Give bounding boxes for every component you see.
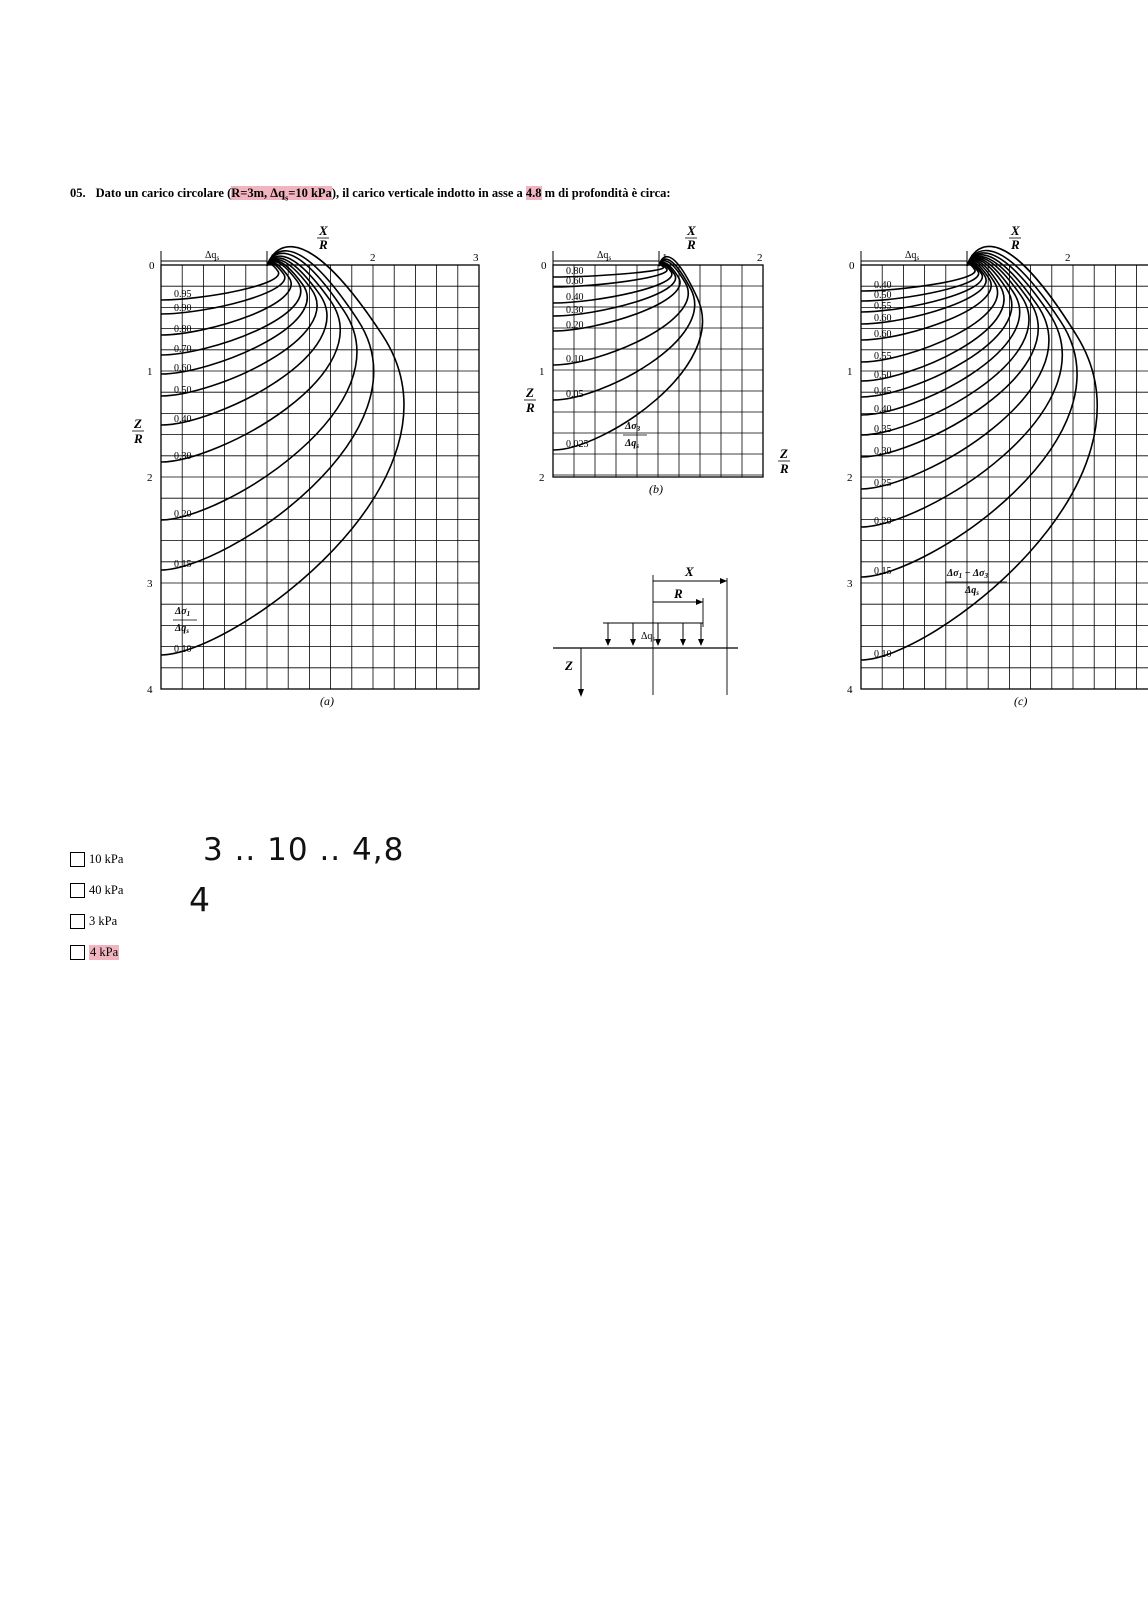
checkbox-icon[interactable] <box>70 852 85 867</box>
question-text-part3: m di profondità è circa: <box>541 186 671 200</box>
contour-label-b-7: 0.025 <box>566 439 589 450</box>
y-tick-a-3: 3 <box>147 578 153 590</box>
loading-sketch <box>553 564 738 697</box>
svg-text:Δσ1: $\Delta\sigma_1$ <box>175 606 191 618</box>
contour-label-c-4: 0.60 <box>874 329 892 340</box>
x-axis-label-b-den: R <box>687 237 696 252</box>
handwritten-answer: 4 <box>189 880 210 919</box>
caption-a: (a) <box>320 694 334 708</box>
y-tick-a-2: 2 <box>147 472 153 484</box>
y-tick-b-1: 1 <box>539 366 545 378</box>
y-axis-label-a-num: Z <box>134 416 142 431</box>
caption-c: (c) <box>1014 694 1028 708</box>
sketch-x-label: X <box>685 564 694 579</box>
option-label: 4 kPa <box>90 945 119 959</box>
ratio-label-b <box>623 421 647 450</box>
checkbox-icon[interactable] <box>70 945 85 960</box>
load-arrowhead-4 <box>698 639 704 646</box>
svg-text:Δqs: $\Delta q_s$ <box>965 585 980 597</box>
x-tick-c-1: 1 <box>970 252 976 264</box>
svg-text:Δσ1 − Δσ3: $\Delta\sigma_1 - \Delta\sigma_3$ <box>947 568 989 580</box>
contour-label-a-0: 0.95 <box>174 289 192 300</box>
x-tick-b-2: 2 <box>757 252 763 264</box>
contour-label-c-12: 0.20 <box>874 516 892 527</box>
contour-label-b-0: 0.80 <box>566 266 584 277</box>
y-tick-b-2: 2 <box>539 472 545 484</box>
load-arrowhead-2 <box>655 639 661 646</box>
option-label: 10 kPa <box>89 852 124 866</box>
sketch-z-label: Z <box>565 658 573 673</box>
highlight-depth: 4.8 <box>525 186 542 200</box>
x-axis-label-b-num: X <box>687 223 696 238</box>
figure-c <box>828 215 1148 715</box>
tick-zero-b: 0 <box>541 260 547 272</box>
option-4[interactable] <box>70 945 119 960</box>
x-tick-b-1: 1 <box>662 252 668 264</box>
contour-a-10 <box>161 247 404 655</box>
y-tick-c-1: 1 <box>847 366 853 378</box>
sketch-load-label: $\Delta q_s$ <box>641 631 656 643</box>
contour-label-c-9: 0.35 <box>874 424 892 435</box>
y-tick-a-4: 4 <box>147 684 153 696</box>
x-tick-c-2: 2 <box>1065 252 1071 264</box>
x-axis-label-a-den: R <box>319 237 328 252</box>
option-2[interactable] <box>70 883 123 898</box>
contour-label-c-2: 0.55 <box>874 301 892 312</box>
tick-zero-c: 0 <box>849 260 855 272</box>
contour-label-b-6: 0.05 <box>566 389 584 400</box>
y-tick-c-3: 3 <box>847 578 853 590</box>
contour-label-c-10: 0.30 <box>874 446 892 457</box>
contour-label-a-3: 0.70 <box>174 344 192 355</box>
right-axis-label-b-num: Z <box>780 446 788 461</box>
y-tick-c-2: 2 <box>847 472 853 484</box>
contour-label-b-1: 0.60 <box>566 276 584 287</box>
question-text <box>70 186 671 203</box>
load-arrowhead-1 <box>630 639 636 646</box>
ratio-label-c <box>945 568 1007 597</box>
figure-a <box>130 215 500 715</box>
handwritten-note: 3 .. 10 .. 4,8 <box>203 832 405 868</box>
option-1[interactable] <box>70 852 123 867</box>
contour-label-a-10: 0.10 <box>174 644 192 655</box>
contour-label-a-1: 0.90 <box>174 303 192 314</box>
load-label-c: $\Delta q_s$ <box>905 250 920 262</box>
question-text-part1: Dato un carico circolare ( <box>95 186 232 200</box>
load-arrowhead-0 <box>605 639 611 646</box>
x-tick-a-2: 2 <box>370 252 376 264</box>
x-axis-label-c-den: R <box>1011 237 1020 252</box>
contour-label-a-9: 0.15 <box>174 559 192 570</box>
right-axis-label-b-den: R <box>780 461 789 476</box>
ratio-label-a <box>173 606 197 635</box>
y-tick-a-1: 1 <box>147 366 153 378</box>
contour-label-c-3: 0.60 <box>874 313 892 324</box>
tick-zero-a: 0 <box>149 260 155 272</box>
contour-label-a-2: 0.80 <box>174 324 192 335</box>
figure-b <box>520 215 800 715</box>
x-tick-a-3: 3 <box>473 252 479 264</box>
svg-text:Δqs: $\Delta q_s$ <box>625 438 640 450</box>
option-3[interactable] <box>70 914 117 929</box>
contour-label-a-6: 0.40 <box>174 414 192 425</box>
contour-label-a-5: 0.50 <box>174 385 192 396</box>
load-label-b: $\Delta q_s$ <box>597 250 612 262</box>
svg-text:Δσ3: $\Delta\sigma_3$ <box>625 421 641 433</box>
sketch-r-label: R <box>674 586 683 601</box>
y-axis-label-a-den: R <box>134 431 143 446</box>
contour-label-b-4: 0.20 <box>566 320 584 331</box>
load-arrowhead-3 <box>680 639 686 646</box>
load-label-a: $\Delta q_s$ <box>205 250 220 262</box>
y-tick-c-4: 4 <box>847 684 853 696</box>
x-tick-a-1: 1 <box>270 252 276 264</box>
contour-label-c-14: 0.10 <box>874 649 892 660</box>
contour-label-c-11: 0.25 <box>874 478 892 489</box>
contour-label-b-2: 0.40 <box>566 292 584 303</box>
checkbox-icon[interactable] <box>70 883 85 898</box>
contour-label-c-8: 0.40 <box>874 404 892 415</box>
y-axis-label-b-den: R <box>526 400 535 415</box>
contour-label-a-7: 0.30 <box>174 451 192 462</box>
question-text-part2: ), il carico verticale indotto in asse a <box>331 186 526 200</box>
question-number: 05. <box>70 186 86 200</box>
contour-label-a-4: 0.60 <box>174 363 192 374</box>
option-label: 40 kPa <box>89 883 124 897</box>
contour-label-b-5: 0.10 <box>566 354 584 365</box>
highlight-load-params: R=3m, $\Delta q_s=10$ kPa <box>231 186 332 203</box>
contour-label-c-0: 0.40 <box>874 280 892 291</box>
x-axis-label-a-num: X <box>319 223 328 238</box>
contour-label-a-8: 0.20 <box>174 509 192 520</box>
contour-label-c-5: 0.55 <box>874 351 892 362</box>
x-axis-label-c-num: X <box>1011 223 1020 238</box>
contour-label-c-7: 0.45 <box>874 386 892 397</box>
caption-b: (b) <box>649 482 663 496</box>
checkbox-icon[interactable] <box>70 914 85 929</box>
contour-label-b-3: 0.30 <box>566 305 584 316</box>
contour-label-c-6: 0.50 <box>874 370 892 381</box>
option-label: 3 kPa <box>89 914 118 928</box>
contour-label-c-1: 0.50 <box>874 290 892 301</box>
y-axis-label-b-num: Z <box>526 385 534 400</box>
svg-text:Δqs: $\Delta q_s$ <box>175 623 190 635</box>
contour-label-c-13: 0.15 <box>874 566 892 577</box>
